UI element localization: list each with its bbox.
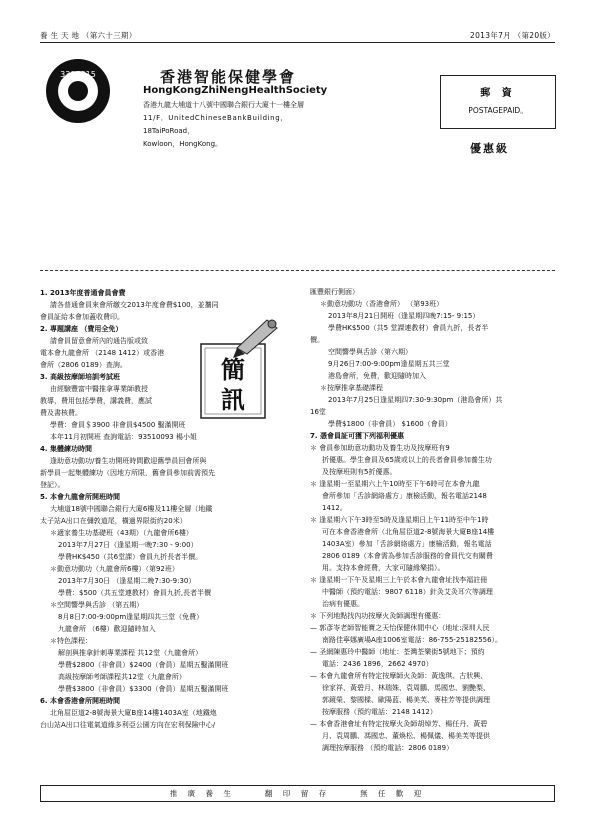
text-line: 學費HK$500（共5 堂課連教材）會員九折，長者半 [328, 324, 489, 332]
text-line: 2013年7月30日 （逢星期二晚7:30-9:30） [58, 577, 196, 585]
section-heading: 5. 本會九龍會所開班時間 [40, 493, 120, 501]
society-logo [45, 58, 111, 124]
header-left: 養 生 天 地 （第六十三期） [40, 31, 137, 40]
text-line: 1403A室）參加「舌診網絡處方」康檢活動，報名電話 [322, 540, 492, 548]
section-heading: 4. 集體練功時間 [40, 445, 92, 453]
text-line: 2013年7月27日（逢星期一晚7:30 - 9:00） [58, 541, 198, 549]
text-line: 電話：2436 1896，2662 4970） [322, 660, 433, 668]
address-line: 18TaiPoRoad， [143, 127, 195, 135]
text-line: 8月8日7:00-9:00pm逢星期四共三堂（免費） [58, 613, 204, 621]
section-heading: 3. 高級按摩師培訓考試班 [40, 373, 120, 381]
society-name-en: HongKongZhiNengHealthSociety [143, 85, 328, 96]
footer-slogan [40, 785, 555, 802]
text-line: 太子站A出口在彌敦道尾，橫過界限街約20米） [40, 517, 187, 525]
text-line: ＊ 逢星期六下午3時至5時及逢星期日上午11時至中午1時 [310, 516, 489, 524]
text-line: 港島會所，免費，歡迎隨時加入 [328, 372, 426, 380]
text-line: — 本會九龍會所有特定按摩師火灸師：黃逸琪、古狀興、 [310, 672, 488, 680]
text-line: 2013年8月21日開班（逢星期四晚7:15- 9:15） [328, 312, 480, 320]
text-line: 學費$3800（非會員）$3300（會員）星期五鑿滿開班 [58, 685, 229, 693]
text-line: 中醫師（預約電話：9807 6118）針灸艾灸耳穴等調理 [322, 588, 493, 596]
text-line: 學費$1800（非會員） $1600（會員） [328, 420, 452, 428]
illustration-char-2: 訊 [221, 385, 245, 414]
text-line: 治病有優惠。 [322, 600, 364, 608]
section-heading: 7. 憑會員証可獲下列福利優惠 [310, 432, 404, 440]
text-line: 及按摩班則有5折優惠。 [322, 468, 397, 476]
text-line: 九龍會所 （6樓）歡迎隨時加入 [58, 625, 156, 633]
text-line: 調理按摩服務 （預約電話：2806 0189） [322, 744, 454, 752]
text-line: ＊ 逢星期一至星期六上午10時至下午6時可在本會九龍 [310, 480, 480, 488]
text-line: 價。 [310, 336, 324, 344]
text-line: 請各普通會員來會所繳交2013年度會費$100，並攜同 [50, 301, 219, 309]
text-line: 學費$2800（非會員）$2400（會員）星期五鑿滿開班 [58, 661, 229, 669]
text-line: 學費：$500（共五堂連教材）會員九折,長者半價 [58, 589, 212, 597]
postage-paid-box [440, 75, 556, 129]
text-line: ＊按摩推拿基礎課程 [320, 384, 383, 392]
text-line: 徐家祥、黃碧月、林瑞姝、袁周鵬、馬國忠、劉艷梨、 [322, 684, 490, 692]
text-line: 請會員留意會所內的通告版或致 [50, 337, 148, 345]
address-line: 11/F．UnitedChineseBankBuilding， [143, 114, 288, 122]
text-line: — 圣網陳惠玲中醫師（地址：荃灣荃樂街5號地下；預約 [310, 648, 485, 656]
text-line: 2013年7月25日逢星期四7:30-9:30pm（港島會所）共 [328, 396, 503, 404]
text-line: 按摩服務（預約電話：2148 1412） [322, 708, 437, 716]
text-line: ＊ 會員參加助意功動功及養生功及按摩班有9 [310, 444, 450, 452]
text-line: 16堂 [310, 408, 326, 416]
footer-slogan-3: 無 任 歡 迎 [360, 789, 426, 798]
text-line: 1412。 [322, 504, 347, 512]
text-line: 學費：會員＄3900 非會員$4500 鑿滿開班 [50, 421, 186, 429]
right-column [310, 286, 558, 754]
address-line: 香港九龍大埔道十八號中國聯合銀行大廈十一樓全層 [143, 101, 304, 109]
postage-title: 郵 資 [480, 88, 516, 99]
logo-number: 3396815 [60, 70, 96, 79]
newsletter-illustration [197, 318, 285, 420]
text-line: — 本會香港會址有特定按摩火灸師胡焯芳、楊任丹、黃碧 [310, 720, 488, 728]
footer-slogan-1: 推 廣 養 生 [169, 789, 235, 798]
text-line: 新學員一起集體練功（因地方所限，舊會員參加前需預先 [40, 469, 215, 477]
text-line: ＊特色課程： [50, 637, 92, 645]
section-heading: 1. 2013年度普通會員會費 [40, 289, 126, 297]
text-line: ＊動意功動功（九龍會所6樓）（第92班） [50, 565, 179, 573]
text-line: ＊適家養生功基礎班（43期）（九龍會所6樓） [50, 529, 193, 537]
text-line: 本年11月初開班 查詢電話：93510093 楊小姐 [50, 433, 197, 441]
text-line: 月、袁周鵬、馮國忠、董煥松、楊佩儀、楊美芙等提供 [322, 732, 490, 740]
text-line: 電本會九龍會所 （2148 1412）或香港 [40, 349, 165, 357]
society-name-zh: 香港智能保健學會 [160, 68, 297, 86]
text-line: 台山站A出口往電氣道緣多利亞公園方向在宏利保險中心/ [40, 721, 216, 729]
address-line: Kowloon，HongKong。 [143, 140, 223, 148]
footer-slogan-2: 翻 印 留 存 [264, 789, 331, 798]
text-line: 可在本會香港會所（北角屈臣道2-8號海景大廈B座14樓 [322, 528, 495, 536]
mail-class: 優惠級 [470, 142, 509, 155]
text-line: ＊空間響學與舌診 （第五期） [50, 601, 144, 609]
text-line: 會所（2806 0189）查詢。 [40, 361, 127, 369]
text-line: ＊動意功動功（香港會所） （第93班） [320, 300, 444, 308]
text-line: 北角屈臣道2-8號海景大廈B座14樓1403A室（地鐵炮 [50, 709, 217, 717]
text-line: 9月26日7:00-9:00pm逢星期五共三堂 [328, 360, 450, 368]
text-line: 費及書核費。 [40, 409, 82, 417]
header-right: 2013年7月 （第20版） [470, 31, 555, 40]
text-line: 逢助意功動功/養生功開班時間歡迎舊學員回會所與 [50, 457, 207, 465]
text-line: 教導，費用包括學費，講義費，應試 [40, 397, 152, 405]
text-line: 會員証給本會加蓋收費印。 [40, 313, 124, 321]
text-line: — 郭彥岺老師智能寶之天怡保健休閒中心（地址:深圳人民 [310, 624, 490, 632]
text-line: 解剖與推拿針刺專業課程 共12堂（九龍會所） [58, 649, 203, 657]
dashed-divider [40, 270, 555, 271]
text-line: 空間響學與舌診（第六期） [328, 348, 412, 356]
section-heading: 2. 專題講座 （費用全免） [40, 325, 123, 333]
text-line: 學費HK$450（共6堂課）會員九折長者半價。 [58, 553, 203, 561]
text-line: ＊ 逢星期一下午及星期三上午於本會九龍會址找李福註冊 [310, 576, 488, 584]
text-line: 折優惠。學生會員及65歲或以上的長者會員參加養生功 [322, 456, 492, 464]
text-line: 登記）。 [40, 481, 65, 489]
postage-subtitle: POSTAGEPAID。 [468, 106, 528, 115]
illustration-char-1: 簡 [221, 355, 245, 384]
text-line: ＊ 下列地點找內功按摩火灸師調理有優惠： [310, 612, 446, 620]
text-line: 用。支持本會經費，大家可隨緣樂捐）。 [322, 564, 445, 572]
section-heading: 6. 本會香港會所開班時間 [40, 697, 120, 705]
text-line: 南路佳寧娜廣場A座1006室電話：86-755-25182556）。 [322, 636, 503, 644]
text-line: 由經驗豐富中醫推拿專業師教授 [50, 385, 148, 393]
text-line: 會所參加「舌診網絡處方」康檢活動，報名電話2148 [322, 492, 487, 500]
text-line: 匯豐銀行側面） [310, 288, 359, 296]
header-rule [40, 42, 555, 43]
text-line: 2806 0189（本會需為參加舌診服務的會員代交有關費 [322, 552, 493, 560]
text-line: 大埔道18號中國聯合銀行大廈6樓及11樓全層（地鐵 [50, 505, 213, 513]
text-line: 高級按摩師考師課程共12堂（九龍會所） [58, 673, 186, 681]
text-line: 郭鏡榮、黎國樑、歐陽蓝、楊美芙、麥桂芳等提供調理 [322, 696, 490, 704]
